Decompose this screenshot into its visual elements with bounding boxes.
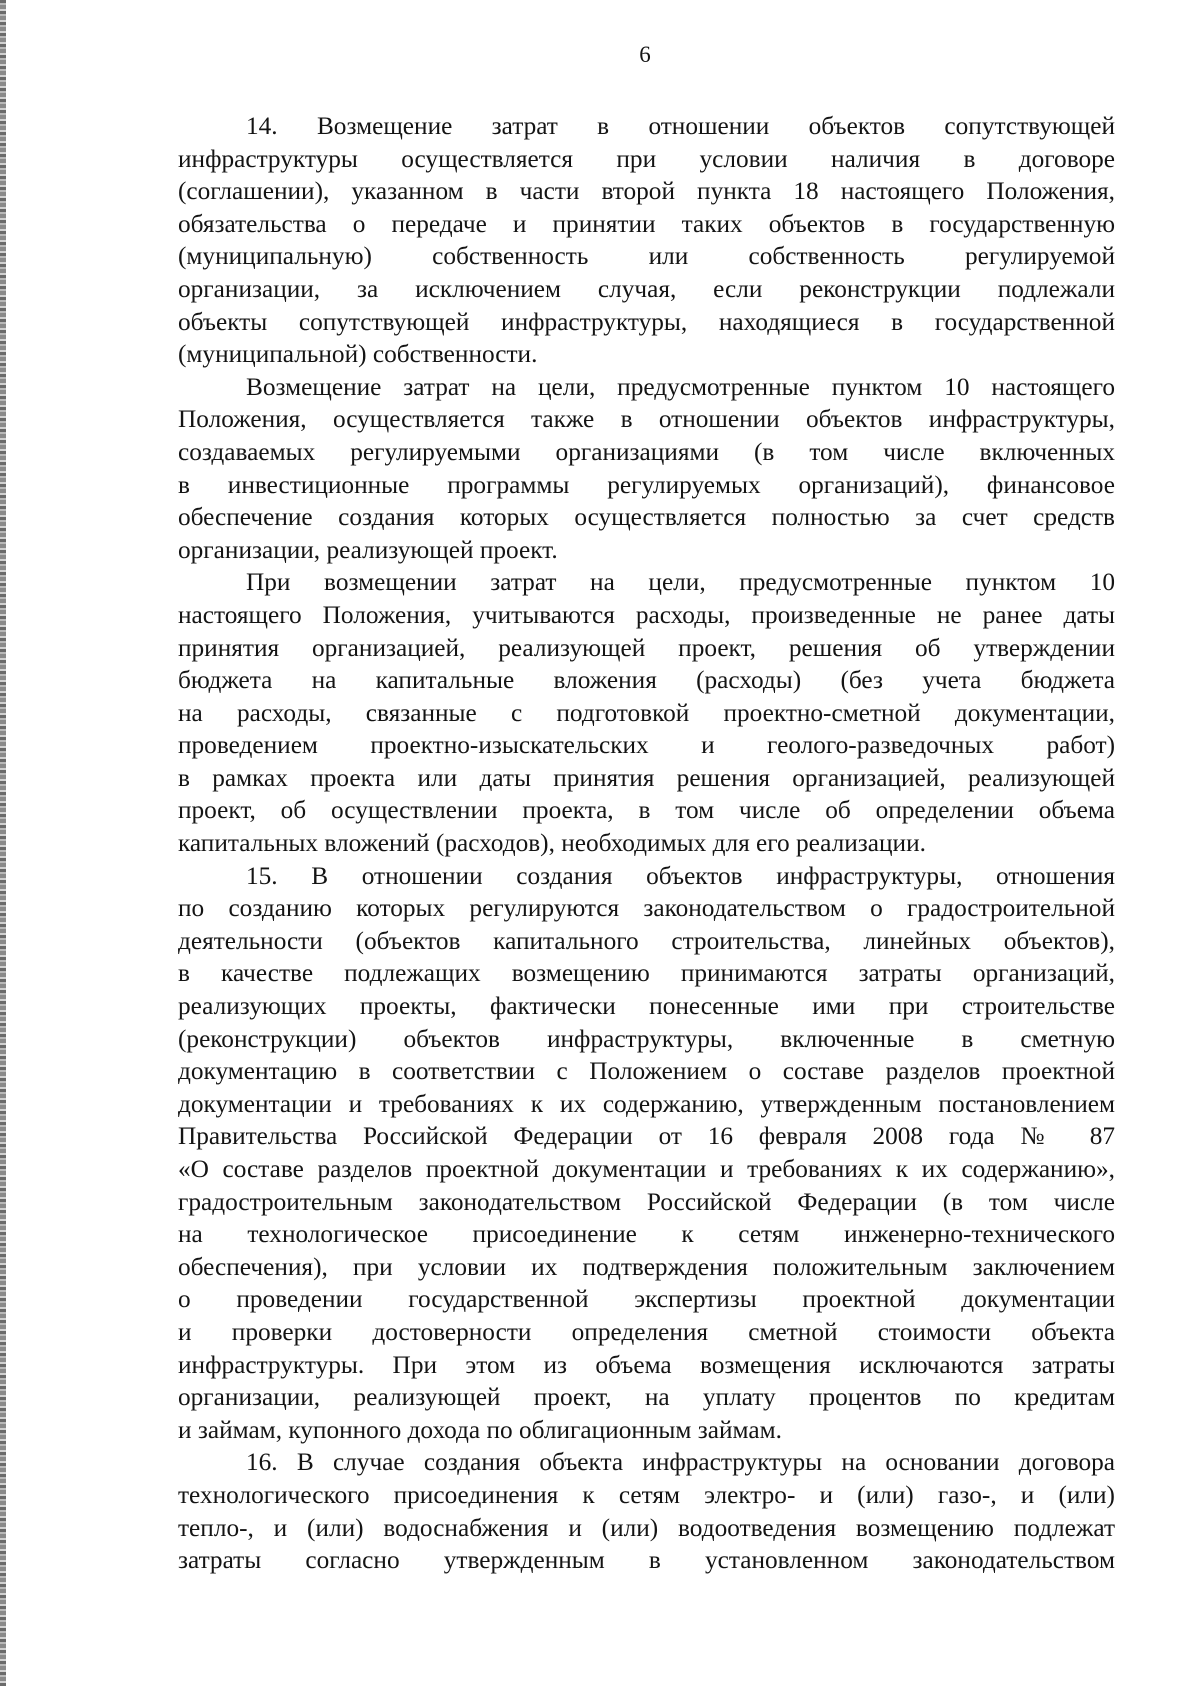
text-line: принятия организацией, реализующей проект, решения об утверждении <box>178 633 1115 662</box>
text-line: на расходы, связанные с подготовкой проектно-сметной документации, <box>178 698 1115 727</box>
text-line: проведением проектно-изыскательских и геолого-разведочных работ) <box>178 731 1115 760</box>
text-line: капитальных вложений (расходов), необходимых для его реализации. <box>178 829 926 858</box>
text-line: о проведении государственной экспертизы проектной документации <box>178 1285 1115 1314</box>
text-line: объекты сопутствующей инфраструктуры, находящиеся в государственной <box>178 307 1115 336</box>
document-body <box>178 110 1115 1577</box>
text-line: документацию в соответствии с Положением о составе разделов проектной <box>178 1057 1115 1086</box>
text-line: градостроительным законодательством Российской Федерации (в том числе <box>178 1187 1115 1216</box>
text-line: инфраструктуры. При этом из объема возмещения исключаются затраты <box>178 1350 1115 1379</box>
text-line: обязательства о передаче и принятии таких объектов в государственную <box>178 209 1115 238</box>
text-line: При возмещении затрат на цели, предусмотренные пунктом 10 <box>246 568 1115 597</box>
text-line: в рамках проекта или даты принятия решения организацией, реализующей <box>178 763 1115 792</box>
text-line: и займам, купонного дохода по облигационным займам. <box>178 1415 782 1444</box>
paragraph <box>178 371 1115 567</box>
text-line: инфраструктуры осуществляется при условии наличия в договоре <box>178 144 1115 173</box>
text-line: обеспечение создания которых осуществляется полностью за счет средств <box>178 503 1115 532</box>
text-line: организации, реализующей проект. <box>178 535 558 564</box>
paragraph <box>178 860 1115 1447</box>
text-line: «О составе разделов проектной документации и требованиях к их содержанию», <box>178 1155 1115 1183</box>
text-line: Положения, осуществляется также в отношении объектов инфраструктуры, <box>178 405 1115 434</box>
text-line: (соглашении), указанном в части второй пункта 18 настоящего Положения, <box>178 177 1115 206</box>
paragraph <box>178 110 1115 371</box>
text-line: тепло-, и (или) водоснабжения и (или) водоотведения возмещению подлежат <box>178 1513 1115 1542</box>
text-line: реализующих проекты, фактически понесенные ими при строительстве <box>178 992 1115 1021</box>
text-line: и проверки достоверности определения сметной стоимости объекта <box>178 1317 1115 1346</box>
text-line: проект, об осуществлении проекта, в том числе об определении объема <box>178 796 1115 825</box>
text-line: технологического присоединения к сетям электро- и (или) газо-, и (или) <box>178 1480 1115 1509</box>
text-line: организации, за исключением случая, если реконструкции подлежали <box>178 274 1115 303</box>
text-line: деятельности (объектов капитального строительства, линейных объектов), <box>178 926 1115 955</box>
text-line: на технологическое присоединение к сетям инженерно-технического <box>178 1220 1115 1249</box>
text-line: обеспечения), при условии их подтверждения положительным заключением <box>178 1252 1115 1281</box>
text-line: Возмещение затрат на цели, предусмотренные пунктом 10 настоящего <box>246 372 1115 401</box>
text-line: в качестве подлежащих возмещению принимаются затраты организаций, <box>178 959 1115 988</box>
text-line: (реконструкции) объектов инфраструктуры, включенные в сметную <box>178 1024 1115 1053</box>
text-line: документации и требованиях к их содержанию, утвержденным постановлением <box>178 1089 1115 1118</box>
paragraph <box>178 1446 1115 1576</box>
text-line: по созданию которых регулируются законодательством о градостроительной <box>178 894 1115 923</box>
text-line: затраты согласно утвержденным в установленном законодательством <box>178 1546 1115 1575</box>
scan-edge <box>0 0 6 1686</box>
text-line: 15. В отношении создания объектов инфраструктуры, отношения <box>246 861 1115 890</box>
text-line: (муниципальной) собственности. <box>178 340 538 369</box>
text-line: в инвестиционные программы регулируемых организаций), финансовое <box>178 470 1115 499</box>
paragraph <box>178 566 1115 859</box>
text-line: бюджета на капитальные вложения (расходы) (без учета бюджета <box>178 666 1115 695</box>
text-line: 14. Возмещение затрат в отношении объектов сопутствующей <box>246 112 1115 140</box>
text-line: (муниципальную) собственность или собственность регулируемой <box>178 242 1115 271</box>
text-line: настоящего Положения, учитываются расходы, произведенные не ранее даты <box>178 600 1115 629</box>
text-line: Правительства Российской Федерации от 16 февраля 2008 года № 87 <box>178 1122 1115 1151</box>
page-number: 6 <box>639 42 651 67</box>
text-line: организации, реализующей проект, на уплату процентов по кредитам <box>178 1383 1115 1412</box>
text-line: создаваемых регулируемыми организациями (в том числе включенных <box>178 437 1115 466</box>
text-line: 16. В случае создания объекта инфраструктуры на основании договора <box>246 1448 1115 1477</box>
